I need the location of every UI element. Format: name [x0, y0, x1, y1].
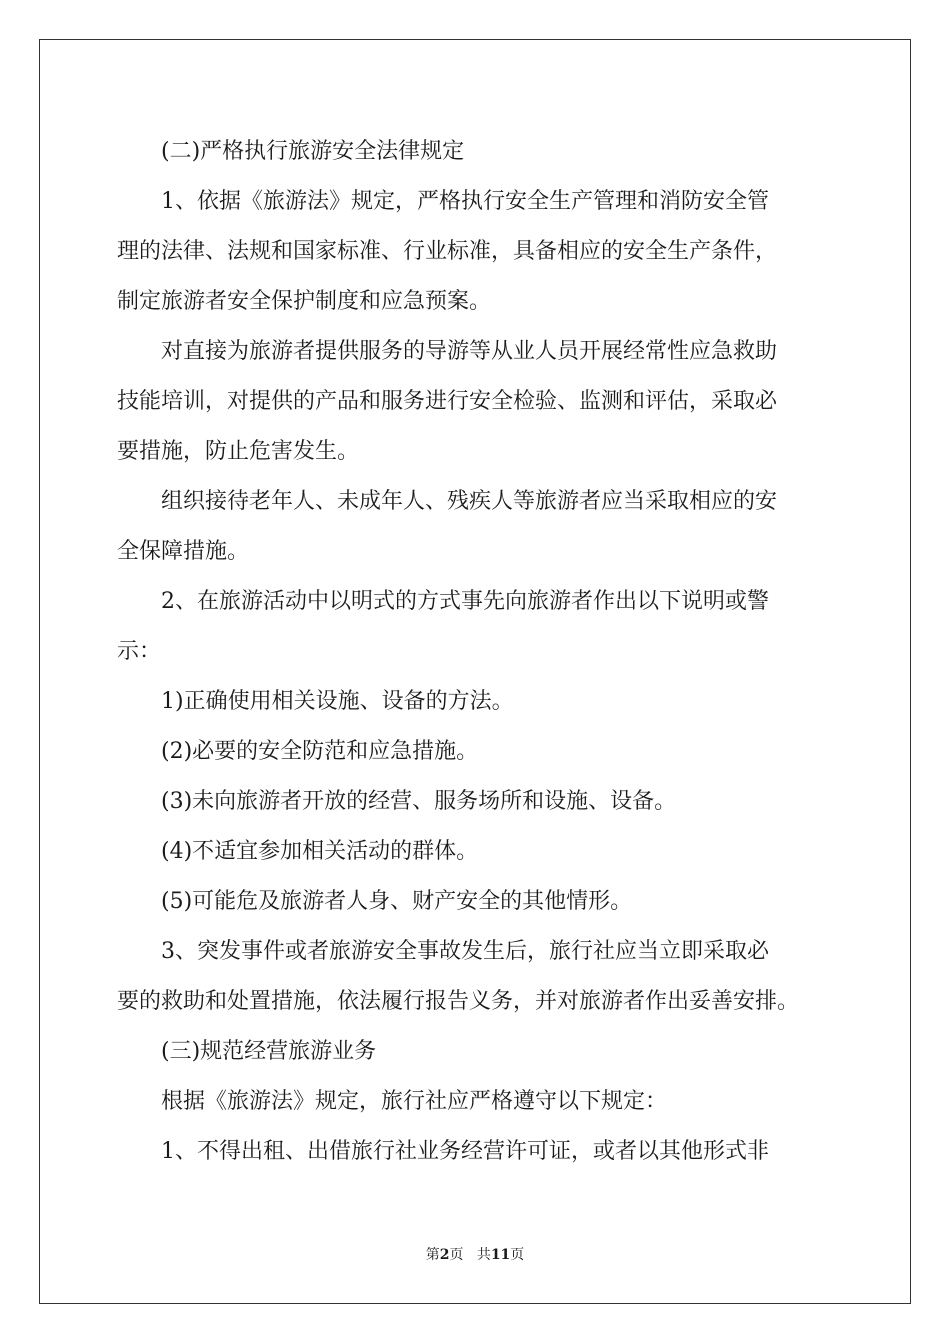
- page-number: 2: [439, 1247, 450, 1263]
- list-item: 1)正确使用相关设施、设备的方法。: [117, 689, 514, 714]
- total-pages: 11: [490, 1247, 511, 1263]
- paragraph-line: 全保障措施。: [117, 539, 250, 564]
- list-item: (3)未向旅游者开放的经营、服务场所和设施、设备。: [117, 789, 677, 814]
- total-prefix: 共: [476, 1247, 491, 1263]
- list-item: (2)必要的安全防范和应急措施。: [117, 739, 479, 764]
- paragraph-line: 要的救助和处置措施，依法履行报告义务，并对旅游者作出妥善安排。: [117, 989, 800, 1014]
- paragraph-line: 技能培训，对提供的产品和服务进行安全检验、监测和评估，采取必: [117, 389, 778, 414]
- total-suffix: 页: [510, 1247, 525, 1263]
- list-item: (4)不适宜参加相关活动的群体。: [117, 839, 479, 864]
- paragraph-line: 示：: [117, 639, 162, 664]
- list-item: (5)可能危及旅游者人身、财产安全的其他情形。: [117, 889, 633, 914]
- paragraph-line: 理的法律、法规和国家标准、行业标准，具备相应的安全生产条件，: [117, 239, 778, 264]
- page-prefix: 第: [425, 1247, 440, 1263]
- paragraph-line: 根据《旅游法》规定，旅行社应严格遵守以下规定：: [117, 1089, 668, 1114]
- heading-section-3: (三)规范经营旅游业务: [117, 1039, 377, 1064]
- paragraph-line: 3、突发事件或者旅游安全事故发生后，旅行社应当立即采取必: [117, 939, 769, 964]
- heading-section-2: (二)严格执行旅游安全法律规定: [117, 139, 465, 164]
- paragraph-line: 1、依据《旅游法》规定，严格执行安全生产管理和消防安全管: [117, 189, 769, 214]
- paragraph-line: 1、不得出租、出借旅行社业务经营许可证，或者以其他形式非: [117, 1139, 769, 1164]
- document-body: [117, 127, 837, 1177]
- paragraph-line: 制定旅游者安全保护制度和应急预案。: [117, 289, 492, 314]
- paragraph-line: 组织接待老年人、未成年人、残疾人等旅游者应当采取相应的安: [117, 489, 778, 514]
- paragraph-line: 2、在旅游活动中以明式的方式事先向旅游者作出以下说明或警: [117, 589, 769, 614]
- page-footer: [0, 1245, 950, 1265]
- page-suffix: 页: [449, 1247, 464, 1263]
- paragraph-line: 要措施，防止危害发生。: [117, 439, 360, 464]
- paragraph-line: 对直接为旅游者提供服务的导游等从业人员开展经常性应急救助: [117, 339, 778, 364]
